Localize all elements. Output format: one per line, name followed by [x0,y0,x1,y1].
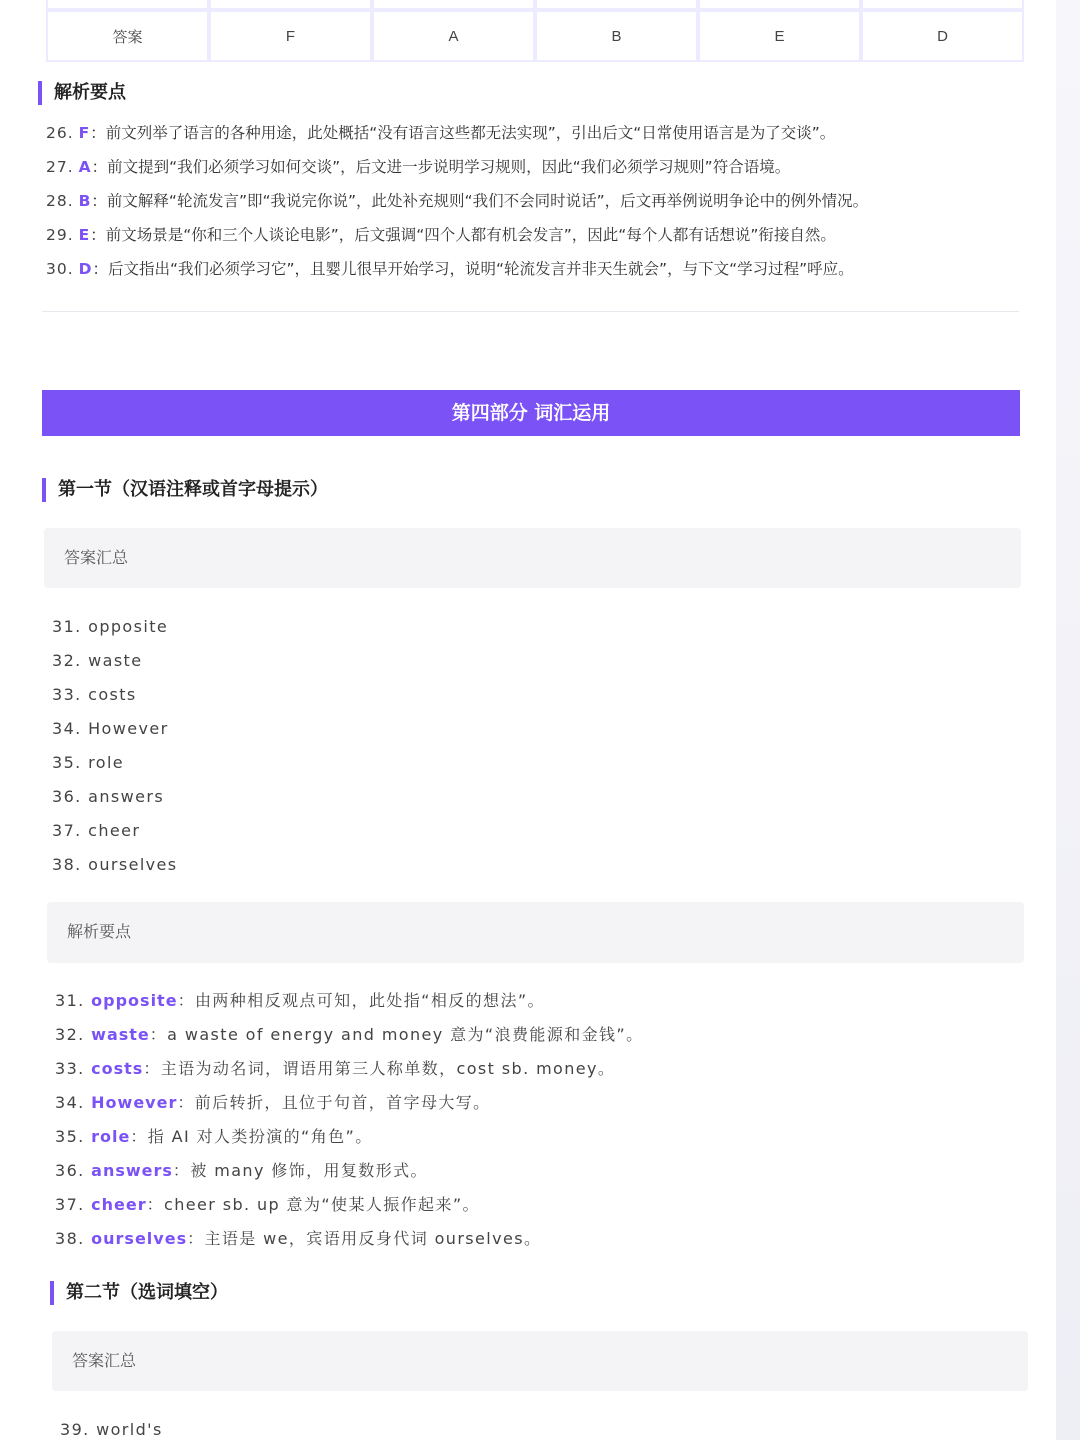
section1-answer-list [52,610,178,882]
analysis-list [46,116,868,286]
item-number: 27. [46,158,74,176]
item-key: A [78,158,92,176]
answer-cell: E [698,10,861,62]
item-number: 29. [46,226,74,244]
list-item: 31. opposite [52,617,169,636]
list-item: 39. world's [60,1420,163,1439]
item-text: ：由两种相反观点可知，此处指“相反的想法”。 [177,991,545,1010]
divider [42,311,1019,312]
list-item: 34. However [52,719,169,738]
list-item: 35. role [52,753,125,772]
item-text: ：指 AI 对人类扮演的“角色”。 [130,1127,373,1146]
item-key: F [78,124,91,142]
table-cell [372,0,535,10]
table-cell [535,0,698,10]
scroll-margin [1056,0,1080,1440]
item-key: answers [91,1161,173,1180]
analysis-item [55,1188,644,1222]
analysis-item [55,1222,644,1256]
analysis-item [55,984,644,1018]
answer-table [46,0,1024,62]
section1-heading: 第一节（汉语注释或首字母提示） [42,478,328,502]
item-number: 30. [46,260,74,278]
item-text: ：后文指出“我们必须学习它”，且婴儿很早开始学习，说明“轮流发言并非天生就会”，与下文“学习过程”呼应。 [92,260,854,278]
item-text: ：被 many 修饰，用复数形式。 [172,1161,428,1180]
item-text: ：主语为动名词，谓语用第三人称单数，cost sb. money。 [143,1059,616,1078]
section2-heading: 第二节（选词填空） [50,1281,228,1305]
item-number: 35. [55,1127,85,1146]
section1-analysis-list [55,984,644,1256]
item-key: opposite [91,991,178,1010]
analysis-item [46,218,868,252]
answer-summary-box: 答案汇总 [44,528,1021,588]
analysis-item [55,1086,644,1120]
item-number: 33. [55,1059,85,1078]
analysis-item [55,1120,644,1154]
item-text: ：前文列举了语言的各种用途，此处概括“没有语言这些都无法实现”，引出后文“日常使用语言是为了交谈”。 [90,124,836,142]
answer-summary-box: 答案汇总 [52,1331,1028,1391]
item-key: ourselves [91,1229,188,1248]
item-key: However [91,1093,178,1112]
item-key: costs [91,1059,144,1078]
item-number: 38. [55,1229,85,1248]
item-number: 36. [55,1161,85,1180]
item-text: ：前文场景是“你和三个人谈论电影”，后文强调“四个人都有机会发言”，因此“每个人都有话想说”衔接自然。 [90,226,836,244]
analysis-item [46,252,868,286]
item-number: 34. [55,1093,85,1112]
analysis-item [46,150,868,184]
item-key: cheer [91,1195,147,1214]
analysis-item [55,1154,644,1188]
answer-cell: D [861,10,1024,62]
table-cell [46,0,209,10]
analysis-item [46,116,868,150]
section2-answer-list [60,1413,163,1440]
analysis-item [46,184,868,218]
table-cell [209,0,372,10]
part4-banner: 第四部分 词汇运用 [42,390,1020,436]
answer-cell: B [535,10,698,62]
item-number: 31. [55,991,85,1010]
analysis-heading: 解析要点 [38,81,126,105]
list-item: 33. costs [52,685,137,704]
item-text: ：前后转折，且位于句首，首字母大写。 [177,1093,491,1112]
analysis-item [55,1052,644,1086]
answer-cell: F [209,10,372,62]
item-key: role [91,1127,131,1146]
table-cell [861,0,1024,10]
analysis-box: 解析要点 [47,902,1024,963]
item-key: B [78,192,92,210]
item-number: 28. [46,192,74,210]
item-number: 32. [55,1025,85,1044]
item-text: ：a waste of energy and money 意为“浪费能源和金钱”。 [149,1025,644,1044]
item-text: ：主语是 we，宾语用反身代词 ourselves。 [187,1229,542,1248]
item-key: waste [91,1025,150,1044]
item-key: E [78,226,91,244]
item-number: 26. [46,124,74,142]
item-key: D [78,260,93,278]
analysis-item [55,1018,644,1052]
list-item: 36. answers [52,787,165,806]
table-cell [698,0,861,10]
answer-row-label: 答案 [46,10,209,62]
list-item: 32. waste [52,651,143,670]
list-item: 37. cheer [52,821,141,840]
item-text: ：前文解释“轮流发言”即“我说完你说”，此处补充规则“我们不会同时说话”，后文再举例说明争论中的例外情况。 [91,192,869,210]
item-text: ：cheer sb. up 意为“使某人振作起来”。 [146,1195,480,1214]
item-text: ：前文提到“我们必须学习如何交谈”，后文进一步说明学习规则，因此“我们必须学习规则”符合语境。 [91,158,791,176]
list-item: 38. ourselves [52,855,178,874]
item-number: 37. [55,1195,85,1214]
answer-cell: A [372,10,535,62]
